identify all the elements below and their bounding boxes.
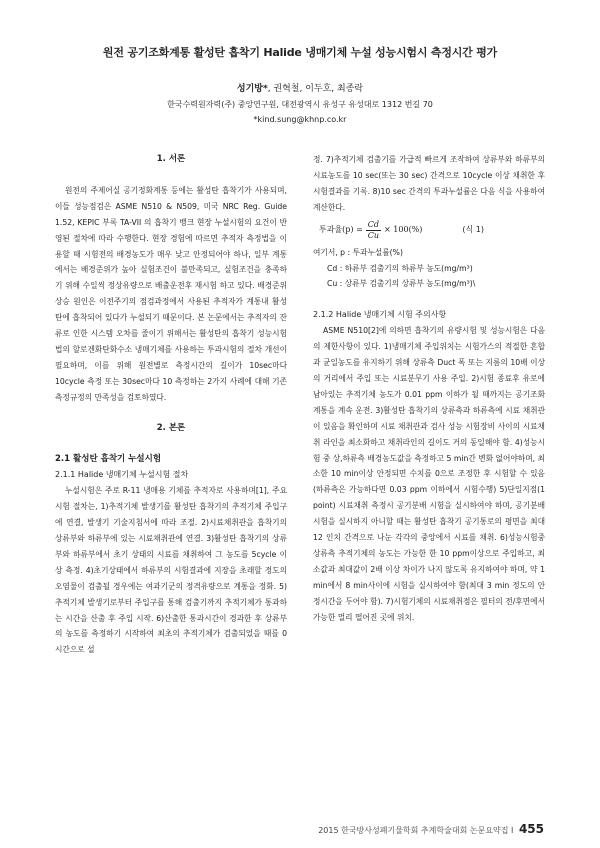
procedure-paragraph: 누설시험은 주로 R-11 냉매용 기체를 추적자로 사용하며[1], 주요 시험 절차는, 1)추적기체 발생기를 활성탄 흡착기의 추적기체 주입구에 연결, 발생기 기술지침서에 따라 조절. 2)시료채취관을 흡착기의 상류부와 하류부에 있는 시료채취관에 연결. 3)활성탄 흡착기의 상류부와 하류부에서 초기 상태의 시료를 채취하여 그 농도를 5cycle 이상 측정. 4)초기상태에서 하류부의 시험결과에 지장을 초래할 정도의 오염물이 검출될 경우에는 여과기군의 정격유량으로 계통을 정화. 5)추적기체 발생기로부터 주입구를 통해 검출기까지 추적기체가 통과하는 시간을 산출 후 주입 시작. 6)산출한 통과시간이 경과한 후 상류부의 농도를 측정하기 시작하여 최초의 추적기체가 검출되었을 때를 0 시간으로 설 [55,486,287,655]
page-number: 455 [518,822,544,836]
conference-name: 2015 한국방사성폐기물학회 추계학술대회 논문요약집 [318,826,509,835]
equation-fraction [366,220,381,241]
corresponding-mark: * [262,84,268,94]
subsection-heading-2-1-2: 2.1.2 Halide 냉매기체 시험 주의사항 [313,310,447,320]
precautions-paragraph: ASME N510[2]에 의하면 흡착기의 유량시험 및 성능시험은 다음의 제한사항이 있다. 1)냉매기체 주입위치는 시험가스의 적절한 혼합과 균일농도를 유지하기 위해 상류측 Duct 폭 또는 지름의 10배 이상의 거리에서 주입 또는 시료분무기 사용 주입. 2)시험 종료후 유로에 남아있는 추적기체 농도가 0.01 ppm 이하가 될 때까지는 공기조화계통을 계속 운전. 3)활성탄 흡착기의 상류측과 하류측에 시료 채취관이 있음을 확인하며 시료 채취관과 검사 성능 시험장비 사이의 시료채취 라인을 최소화하고 채취라인의 길이도 거의 동일해야 함. 4)성능시험 중 상,하류측 배경농도값을 측정하고 5 min간 변화 없어야하며, 최소한 10 min이상 안정되면 수치를 0으로 조정한 후 시험할 수 있음(하류측은 가능하다면 0.03 ppm 이하에서 시험수행) 5)단일지점(1 point) 시료채취 측정시 공기분배 시험을 실시하여야 하며, 공기분배시험을 실시하지 아니할 때는 활성탄 흡착기 공기통로의 평면을 최대 12 인치 간격으로 나눈 각각의 중앙에서 시료를 채취. 6)성능시험중 상류측 추적기체의 농도는 가능한 한 10 ppm이상으로 주입하고, 최소값과 최대값이 2배 이상 차이가 나지 않도록 유지하여야 하며, 약 1 min에서 8 min사이에 시험을 실시하여야 함(최대 3 min 정도의 안정시간을 두어야 함). 7)시험기체의 시료채취점은 필터의 전/후면에서 가능한 멀리 떨어진 곳에 위치. [313,326,545,622]
subsection-heading-2-1: 2.1 활성탄 흡착기 누설시험 [55,453,162,464]
page-footer [318,822,544,836]
footer-separator: I [511,826,514,835]
equation-denominator: Cu [367,230,380,240]
variable-def-p: 여기서, p : 투과누설률(%) [313,247,403,257]
subsection-heading-2-1-1: 2.1.1 Halide 냉매기체 누설시험 절차 [55,470,189,480]
procedure-paragraph-cont: 정. 7)추적기체 검출기를 가급적 빠르게 조작하여 상류부와 하류부의 시료농도를 10 sec(또는 30 sec) 간격으로 10cycle 이상 채취한 후 시험결과를 기록. 8)10 sec 간격의 투과누설률은 다음 식을 사용하여 계산한다. [313,155,545,212]
paper-title: 원전 공기조화계통 활성탄 흡착기 Halide 냉매기체 누설 성능시험시 측정시간 평가 [102,46,498,59]
section-heading-body: 2. 본론 [156,422,186,433]
author-rest: , 권혁철, 이두호, 최종락 [267,84,364,94]
equation-lhs: 투과율(p) = [319,225,363,235]
equation-label: (식 1) [462,225,485,235]
author-line [0,81,600,94]
section-heading-intro: 1. 서론 [156,154,186,164]
equation-numerator: Cd [367,219,380,229]
equation-1 [319,220,545,241]
affiliation: 한국수력원자력(주) 중앙연구원, 대전광역시 유성구 유성대로 1312 번길 70 [167,100,433,109]
left-column [55,152,287,658]
right-column [313,152,545,625]
author-main: 성기방 [236,84,263,94]
equation-rhs: × 100(%) [384,225,423,235]
email: *kind.sung@khnp.co.kr [253,115,347,124]
intro-paragraph: 원전의 주제어실 공기정화계통 등에는 활성탄 흡착기가 사용되며, 이들 성능점검은 ASME N510 & N509, 미국 NRC Reg. Guide 1.52, KEPIC 부록 TA-VII 의 흡착기 뱅크 현장 누설시험의 요건이 반영된 절차에 따라 수행한다. 현장 경험에 따르면 추적자 측정법을 이용할 때 시험전의 배경농도가 매우 낮고 안정되어야 하나, 일부 계통에서는 배경준위가 높아 실험조건이 불만족되고, 실험조건을 충족하기 위해 수일씩 정상유량으로 배출운전후 재시험 하고 있다. 배경준위 상승 원인은 이전주기의 점검과정에서 사용된 추적자가 계통내 활성탄에 흡착되어 있다가 누설되기 때문이다. 본 논문에서는 추적자의 잔류로 인한 시스템 오차를 줄이기 위해서는 활성탄의 흡착기 성능시험법의 할로겐화탄화수소 냉매기체를 사용하는 투과시험의 절차 개선이 필요하며, 이를 위해 원전별로 측정시간의 길이가 10sec마다 10cycle 측정 또는 30sec마다 10 측정하는 2가지 사례에 대해 기존 측정규정의 만족성을 검토하였다. [55,185,287,402]
variable-def-cu: Cu : 상류부 검출기의 상류부 농도(mg/m³)\ [327,279,476,289]
variable-def-cd: Cd : 하류부 검출기의 하류부 농도(mg/m³) [327,263,473,273]
